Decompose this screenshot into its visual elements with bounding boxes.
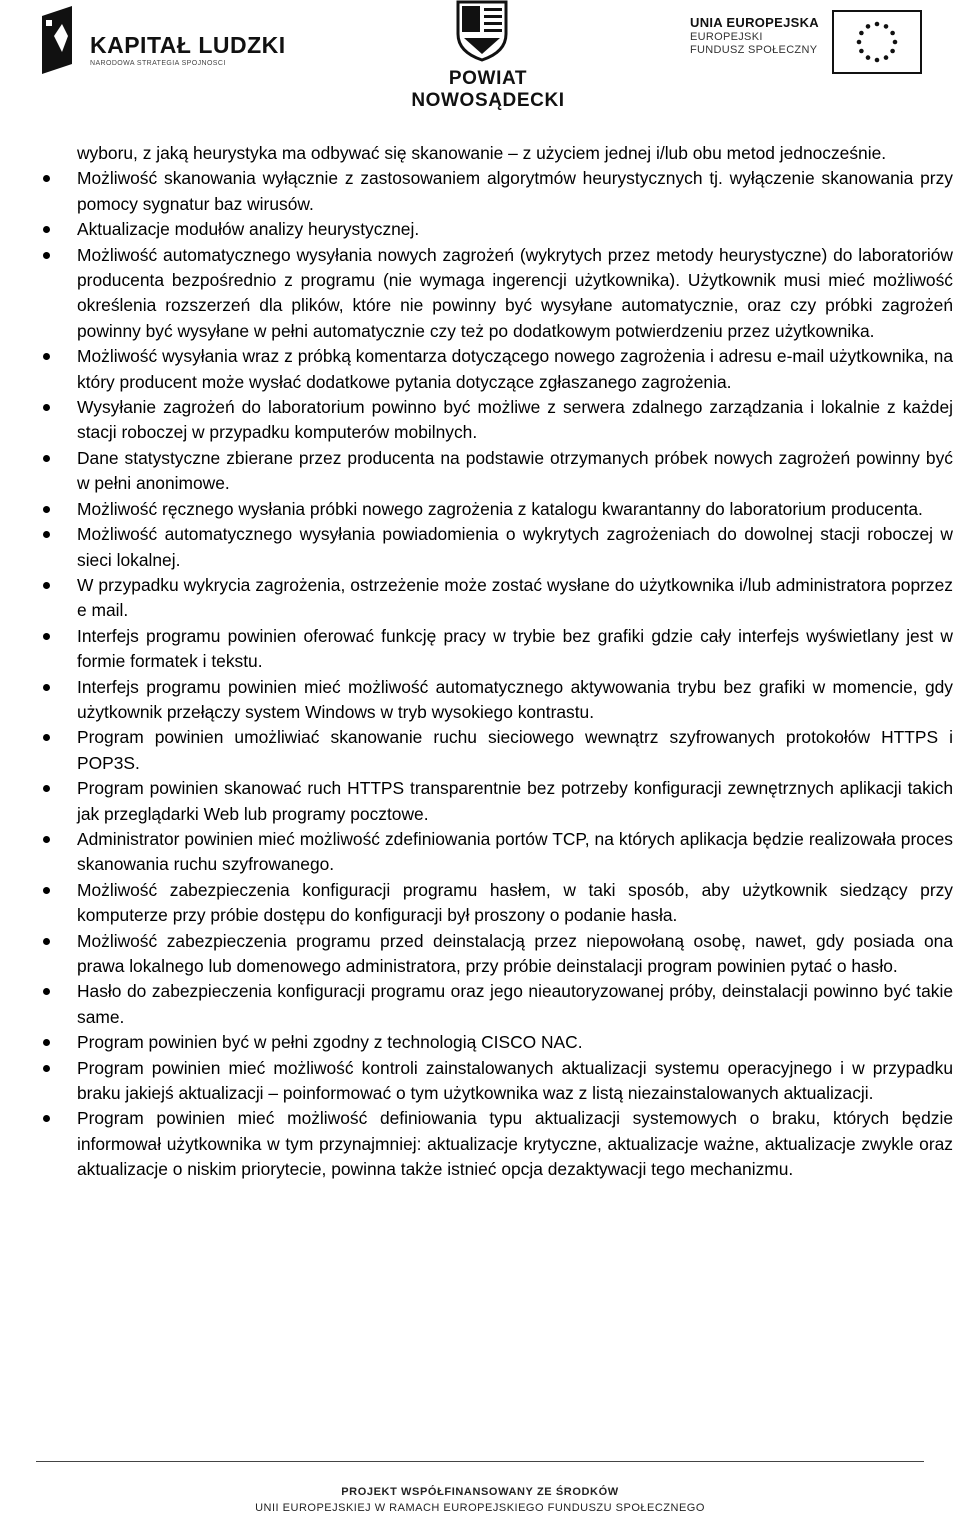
list-item-text: Możliwość zabezpieczenia konfiguracji programu hasłem, w taki sposób, aby użytkownik siedzący przy komputerze przy próbie dostępu do konfiguracji był proszony o podanie hasła. bbox=[77, 879, 953, 926]
kapital-ludzki-logo bbox=[42, 6, 302, 78]
eu-logo bbox=[690, 10, 930, 80]
powiat-logo bbox=[370, 0, 606, 111]
list-item-text: Aktualizacje modułów analizy heurystycznej. bbox=[77, 219, 420, 240]
bullet-icon bbox=[43, 887, 50, 894]
eu-logo-sub2: FUNDUSZ SPOŁECZNY bbox=[690, 43, 818, 56]
list-item bbox=[77, 725, 953, 776]
list-item-text: Możliwość ręcznego wysłania próbki nowego zagrożenia z katalogu kwarantanny do laboratorium producenta. bbox=[77, 498, 923, 519]
bullet-icon bbox=[43, 226, 50, 233]
page-header bbox=[0, 0, 960, 111]
list-item bbox=[77, 979, 953, 1030]
bullet-icon bbox=[43, 175, 50, 182]
list-item-text: Możliwość zabezpieczenia programu przed deinstalacją przez niepowołaną osobę, nawet, gdy posiada ona prawa lokalnego lub domenowego administratora, przy próbie deinstalacji program powinien pytać o hasło. bbox=[77, 930, 953, 976]
list-item bbox=[77, 929, 953, 980]
list-item-text: Możliwość wysyłania wraz z próbką komentarza dotyczącego nowego zagrożenia i adresu e-mail użytkownika, na który producent może wysłać dodatkowe pytania dotyczące zgłaszanego zagrożenia. bbox=[77, 346, 953, 392]
list-item bbox=[77, 624, 953, 675]
footer-divider bbox=[36, 1461, 924, 1462]
kapital-ludzki-subtitle: NARODOWA STRATEGIA SPÓJNOŚCI bbox=[90, 60, 226, 67]
list-item bbox=[77, 166, 953, 217]
list-item-text: Program powinien mieć możliwość definiowania typu aktualizacji systemowych o braku, których będzie informował użytkownika w tym przynajmniej: aktualizacje krytyczne, aktualizacje ważne, aktualizacje zwykle oraz aktualizacje o niskim priorytecie, powinna także istnieć opcja dezaktywacji tego mechanizmu. bbox=[77, 1108, 953, 1180]
list-item bbox=[77, 675, 953, 726]
list-item bbox=[77, 776, 953, 827]
eu-logo-main: UNIA EUROPEJSKA bbox=[690, 15, 819, 30]
eu-logo-text bbox=[690, 16, 822, 56]
bullet-icon bbox=[43, 988, 50, 995]
bullet-icon bbox=[43, 938, 50, 945]
bullet-icon bbox=[43, 1115, 50, 1122]
bullet-icon bbox=[43, 836, 50, 843]
list-item bbox=[77, 217, 953, 242]
eu-stars-icon bbox=[834, 12, 920, 72]
list-item bbox=[77, 243, 953, 345]
bullet-icon bbox=[43, 633, 50, 640]
list-item-text: Program powinien mieć możliwość kontroli zainstalowanych aktualizacji systemu operacyjnego i w przypadku braku jakiejś aktualizacji – poinformować o tym użytkownika waz z listą niezainstalowanych aktualizacji. bbox=[77, 1057, 953, 1104]
powiat-title: POWIAT NOWOSĄDECKI bbox=[411, 68, 565, 111]
bullet-icon bbox=[43, 1065, 50, 1072]
list-item-text: W przypadku wykrycia zagrożenia, ostrzeżenie może zostać wysłane do użytkownika i/lub administratora poprzez e mail. bbox=[77, 574, 953, 621]
list-item bbox=[77, 395, 953, 446]
coat-of-arms-icon bbox=[456, 0, 508, 62]
list-item-text: Możliwość automatycznego wysyłania nowych zagrożeń (wykrytych przez metody heurystyczne) do laboratoriów producenta bezpośrednio z programu (nie wymaga ingerencji użytkownika). Użytkownik musi mieć możliwość określenia rozszerzeń dla plików, które nie powinny być wysyłane automatycznie, oraz czy próbki zagrożeń powinny być wysyłane w pełni automatycznie czy też po dodatkowym potwierdzeniu przez użytkownika. bbox=[77, 244, 953, 341]
list-item-text: Dane statystyczne zbierane przez producenta na podstawie otrzymanych próbek nowych zagrożeń powinny być w pełni anonimowe. bbox=[77, 447, 953, 494]
footer-line-2: UNII EUROPEJSKIEJ W RAMACH EUROPEJSKIEGO FUNDUSZU SPOŁECZNEGO bbox=[255, 1502, 705, 1514]
list-item bbox=[77, 446, 953, 497]
bullet-icon bbox=[43, 353, 50, 360]
list-item bbox=[77, 878, 953, 929]
bullet-icon bbox=[43, 582, 50, 589]
list-item-text: Program powinien skanować ruch HTTPS transparentnie bez potrzeby konfiguracji zewnętrznych aplikacji takich jak przeglądarki Web lub programy pocztowe. bbox=[77, 778, 953, 824]
continued-paragraph: wyboru, z jaką heurystyka ma odbywać się skanowanie – z użyciem jednej i/lub obu metod jednocześnie. bbox=[77, 143, 887, 163]
eu-flag bbox=[832, 10, 922, 74]
list-item-text: Administrator powinien mieć możliwość zdefiniowania portów TCP, na których aplikacja będzie realizowała proces skanowania ruchu szyfrowanego. bbox=[77, 828, 953, 875]
bullet-icon bbox=[43, 455, 50, 462]
page-footer bbox=[0, 1484, 960, 1516]
bullet-icon bbox=[43, 531, 50, 538]
list-item bbox=[77, 1106, 953, 1182]
bullet-icon bbox=[43, 506, 50, 513]
kapital-ludzki-title: KAPITAŁ LUDZKI bbox=[90, 32, 286, 58]
list-item-text: Interfejs programu powinien mieć możliwość automatycznego aktywowania trybu bez grafiki w momencie, gdy użytkownik przełączy system Windows w tryb wysokiego kontrastu. bbox=[77, 676, 953, 722]
list-item bbox=[77, 522, 953, 573]
list-item-text: Hasło do zabezpieczenia konfiguracji programu oraz jego nieautoryzowanej próby, deinstalacji powinno być takie same. bbox=[77, 981, 953, 1027]
requirements-list bbox=[0, 166, 960, 1182]
bullet-icon bbox=[43, 404, 50, 411]
list-item bbox=[77, 1030, 953, 1055]
bullet-icon bbox=[43, 785, 50, 792]
footer-line-1: PROJEKT WSPÓŁFINANSOWANY ZE ŚRODKÓW bbox=[341, 1486, 619, 1498]
list-item bbox=[77, 573, 953, 624]
list-item-text: Wysyłanie zagrożeń do laboratorium powinno być możliwe z serwera zdalnego zarządzania i lokalnie z każdej stacji roboczej w przypadku komputerów mobilnych. bbox=[77, 397, 953, 443]
list-item bbox=[77, 827, 953, 878]
bullet-icon bbox=[43, 252, 50, 259]
document-body bbox=[0, 141, 960, 1183]
kapital-ludzki-emblem-icon bbox=[42, 6, 82, 74]
bullet-icon bbox=[43, 734, 50, 741]
list-item-text: Interfejs programu powinien oferować funkcję pracy w trybie bez grafiki gdzie cały interfejs wyświetlany jest w formie formatek i tekstu. bbox=[77, 625, 953, 672]
bullet-icon bbox=[43, 684, 50, 691]
list-item bbox=[77, 497, 953, 522]
bullet-icon bbox=[43, 1039, 50, 1046]
list-item-text: Możliwość skanowania wyłącznie z zastosowaniem algorytmów heurystycznych tj. wyłączenie skanowania przy pomocy sygnatur baz wirusów. bbox=[77, 168, 953, 214]
list-item bbox=[77, 344, 953, 395]
list-item-text: Program powinien umożliwiać skanowanie ruchu sieciowego wewnątrz szyfrowanych protokołów HTTPS i POP3S. bbox=[77, 727, 953, 773]
list-item-text: Program powinien być w pełni zgodny z technologią CISCO NAC. bbox=[77, 1032, 583, 1053]
eu-logo-sub1: EUROPEJSKI bbox=[690, 30, 763, 43]
list-item bbox=[77, 1056, 953, 1107]
list-item-text: Możliwość automatycznego wysyłania powiadomienia o wykrytych zagrożeniach do dowolnej stacji roboczej w sieci lokalnej. bbox=[77, 524, 953, 570]
